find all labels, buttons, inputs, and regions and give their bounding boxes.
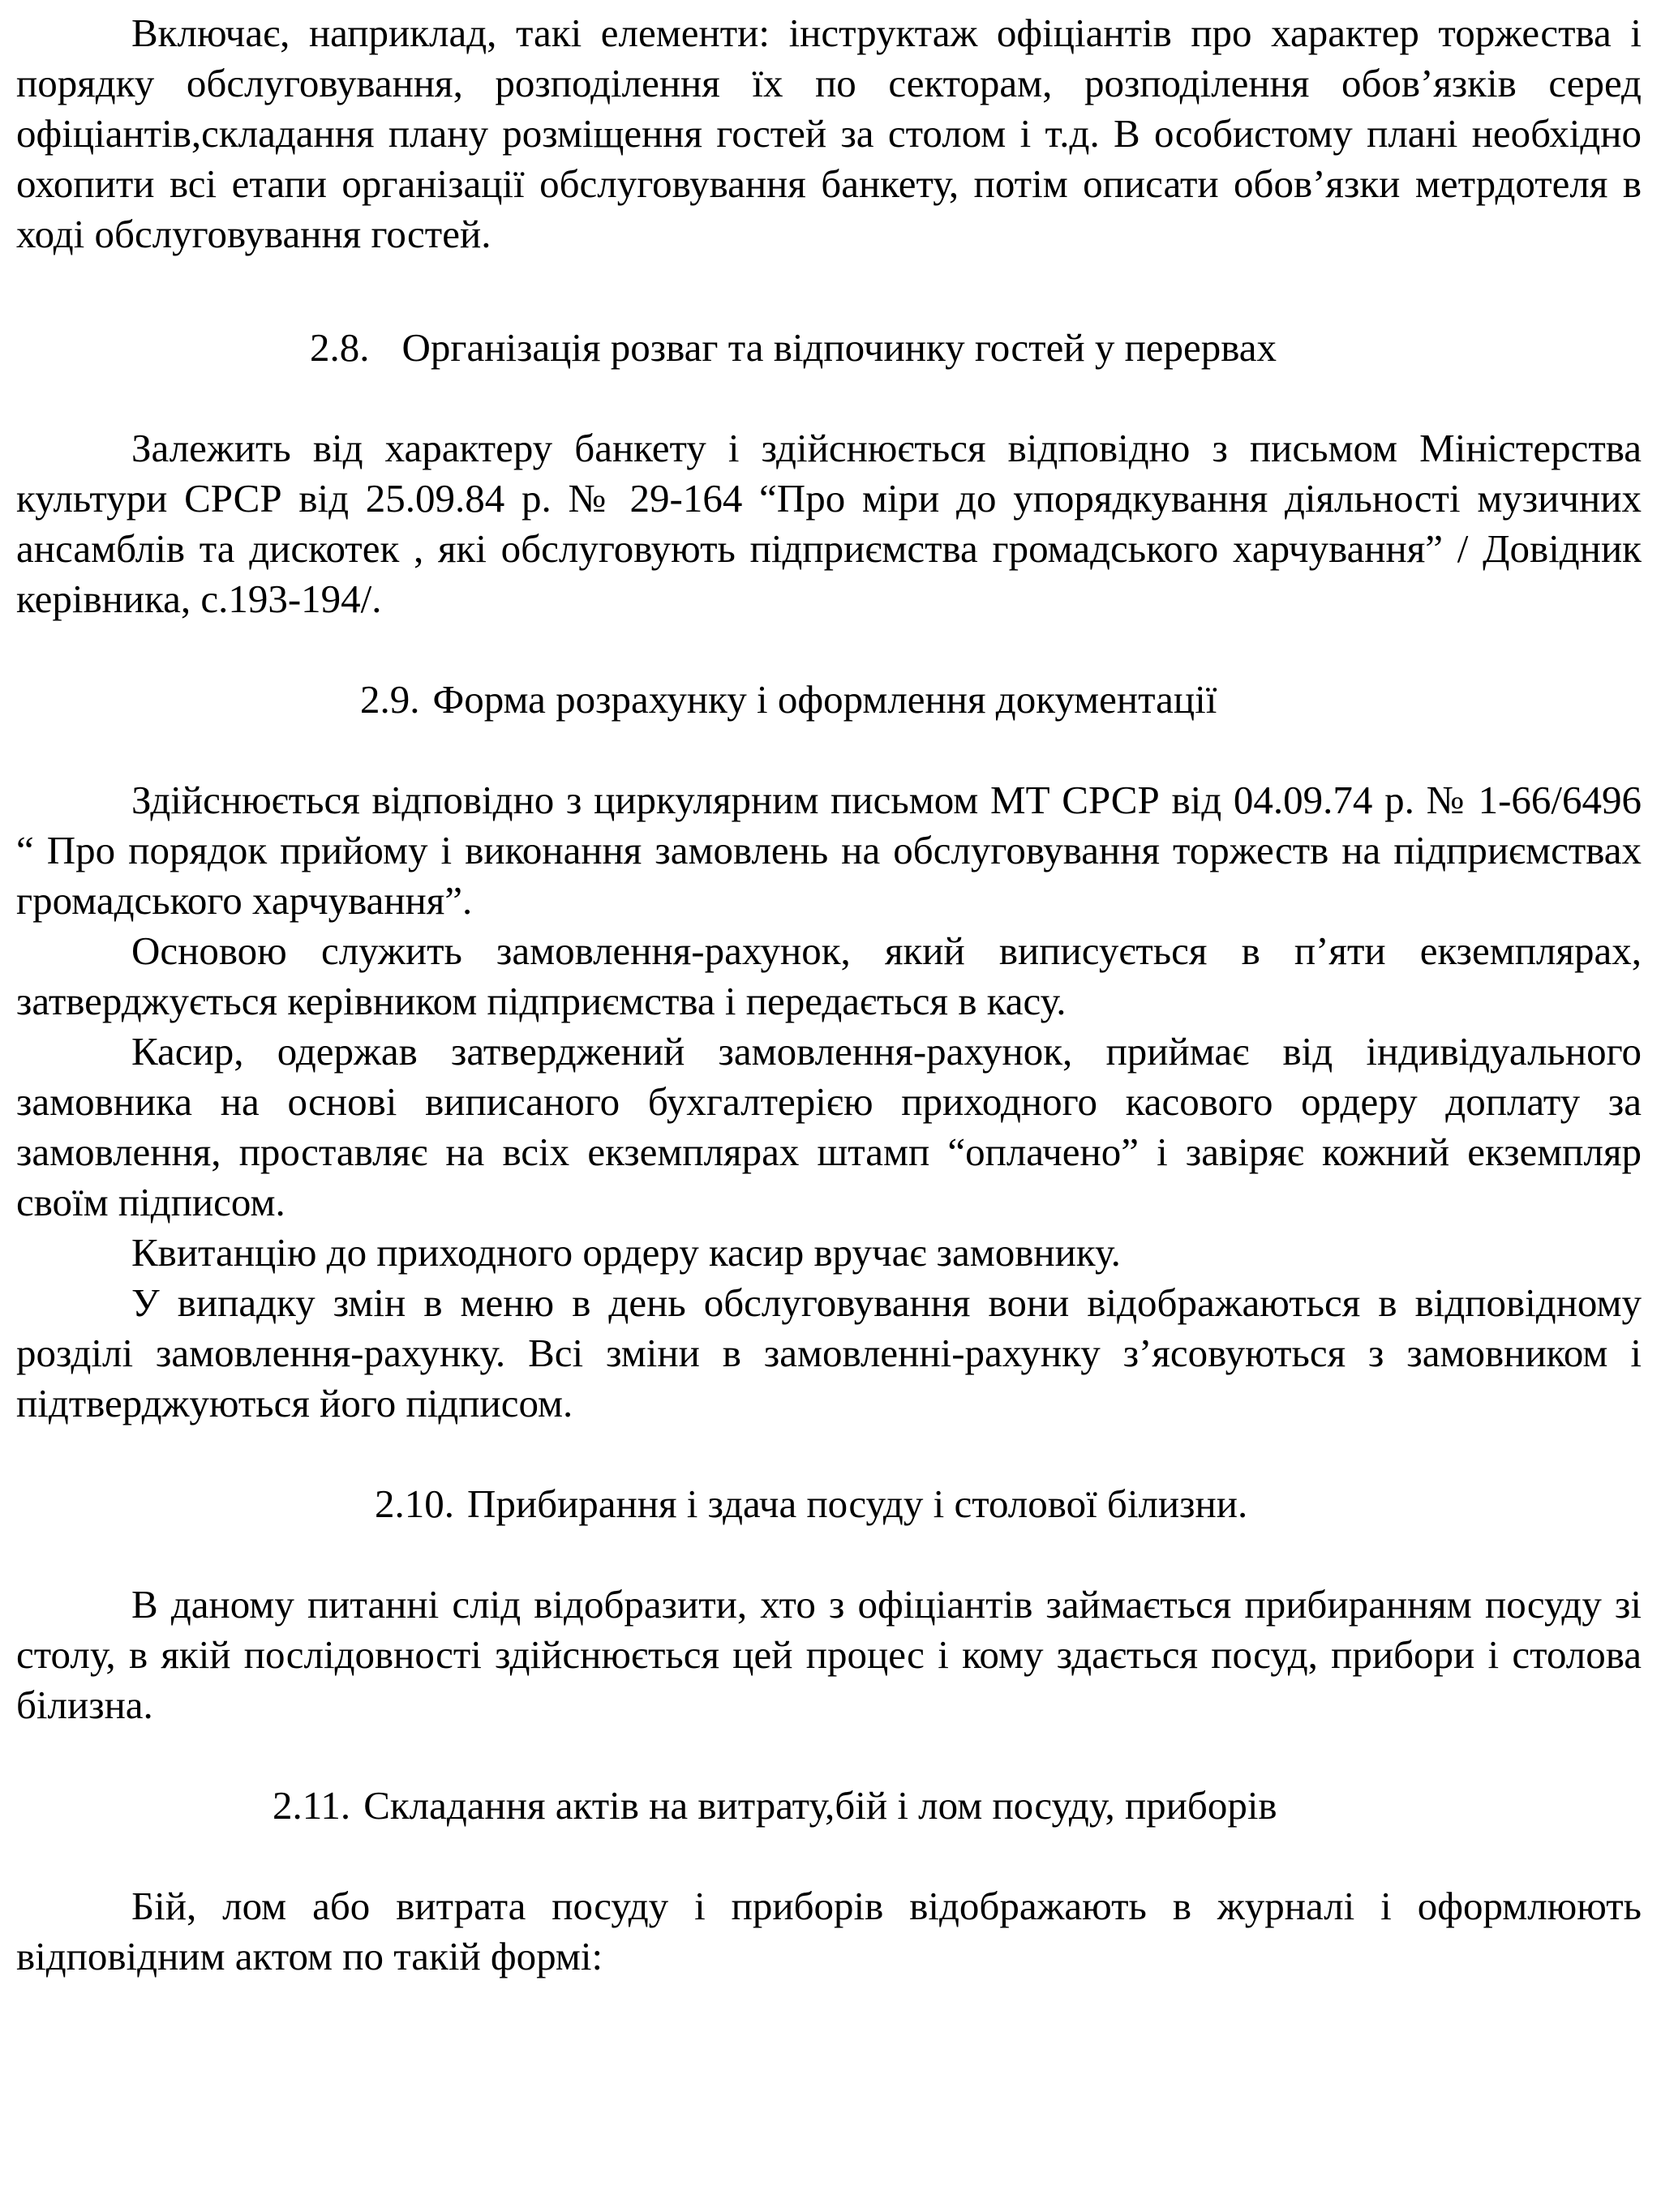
paragraph: Здійснюється відповідно з циркулярним письмом МТ СРСР від 04.09.74 р. № 1-66/6496 “ Про порядок прийому і виконання замовлень на обслуговування торжеств на підприємствах громадського харчування”. xyxy=(16,778,1642,923)
section-heading-2-10 xyxy=(16,1479,1642,1529)
paragraph: Квитанцію до приходного ордеру касир вручає замовнику. xyxy=(131,1230,1121,1275)
section-title: Прибирання і здача посуду і столової білизни. xyxy=(467,1481,1248,1526)
spacer xyxy=(16,1429,1642,1479)
section-number: 2.8. xyxy=(310,325,370,370)
spacer xyxy=(16,373,1642,423)
spacer xyxy=(16,1831,1642,1881)
section-title: Форма розрахунку і оформлення документації xyxy=(432,677,1217,722)
section-heading-2-9 xyxy=(16,675,1642,725)
paragraph: Залежить від характеру банкету і здійснюється відповідно з письмом Міністерства культури СРСР від 25.09.84 р. № 29-164 “Про міри до упорядкування діяльності музичних ансамблів та дискотек , які обслуговують підприємства громадського харчування” / Довідник керівника, с.193-194/. xyxy=(16,426,1642,621)
section-number: 2.10. xyxy=(375,1481,454,1526)
spacer xyxy=(16,1730,1642,1781)
section-title: Складання актів на витрату,бій і лом посуду, приборів xyxy=(363,1783,1277,1828)
paragraph: Касир, одержав затверджений замовлення-рахунок, приймає від індивідуального замовника на основі виписаного бухгалтерією приходного касового ордеру доплату за замовлення, проставляє на всіх екземплярах штамп “оплачено” і завіряє кожний екземпляр своїм підписом. xyxy=(16,1029,1642,1224)
section-number: 2.11. xyxy=(273,1783,351,1828)
spacer xyxy=(16,1529,1642,1580)
section-heading-2-11 xyxy=(16,1781,1642,1831)
paragraph: У випадку змін в меню в день обслуговування вони відображаються в відповідному розділі замовлення-рахунку. Всі зміни в замовленні-рахунку з’ясовуються з замовником і підтверджуються його підписом. xyxy=(16,1280,1642,1425)
paragraph: Основою служить замовлення-рахунок, який виписується в п’яти екземплярах, затверджується керівником підприємства і передається в касу. xyxy=(16,928,1642,1023)
spacer xyxy=(16,259,1642,323)
section-heading-2-8 xyxy=(16,323,1642,373)
paragraph: В даному питанні слід відобразити, хто з офіціантів займається прибиранням посуду зі столу, в якій послідовності здійснюється цей процес і кому здається посуд, прибори і столова білизна. xyxy=(16,1582,1642,1727)
section-title: Організація розваг та відпочинку гостей у перервах xyxy=(401,325,1277,370)
section-number: 2.9. xyxy=(360,677,420,722)
paragraph: Бій, лом або витрата посуду і приборів відображають в журналі і оформлюють відповідним актом по такій формі: xyxy=(16,1884,1642,1978)
intro-paragraph: Включає, наприклад, такі елементи: інструктаж офіціантів про характер торжества і порядку обслуговування, розподілення їх по секторам, розподілення обов’язків серед офіціантів,складання плану розміщення гостей за столом і т.д. В особистому плані необхідно охопити всі етапи організації обслуговування банкету, потім описати обов’язки метрдотеля в ході обслуговування гостей. xyxy=(16,11,1642,256)
spacer xyxy=(16,725,1642,775)
spacer xyxy=(16,624,1642,675)
